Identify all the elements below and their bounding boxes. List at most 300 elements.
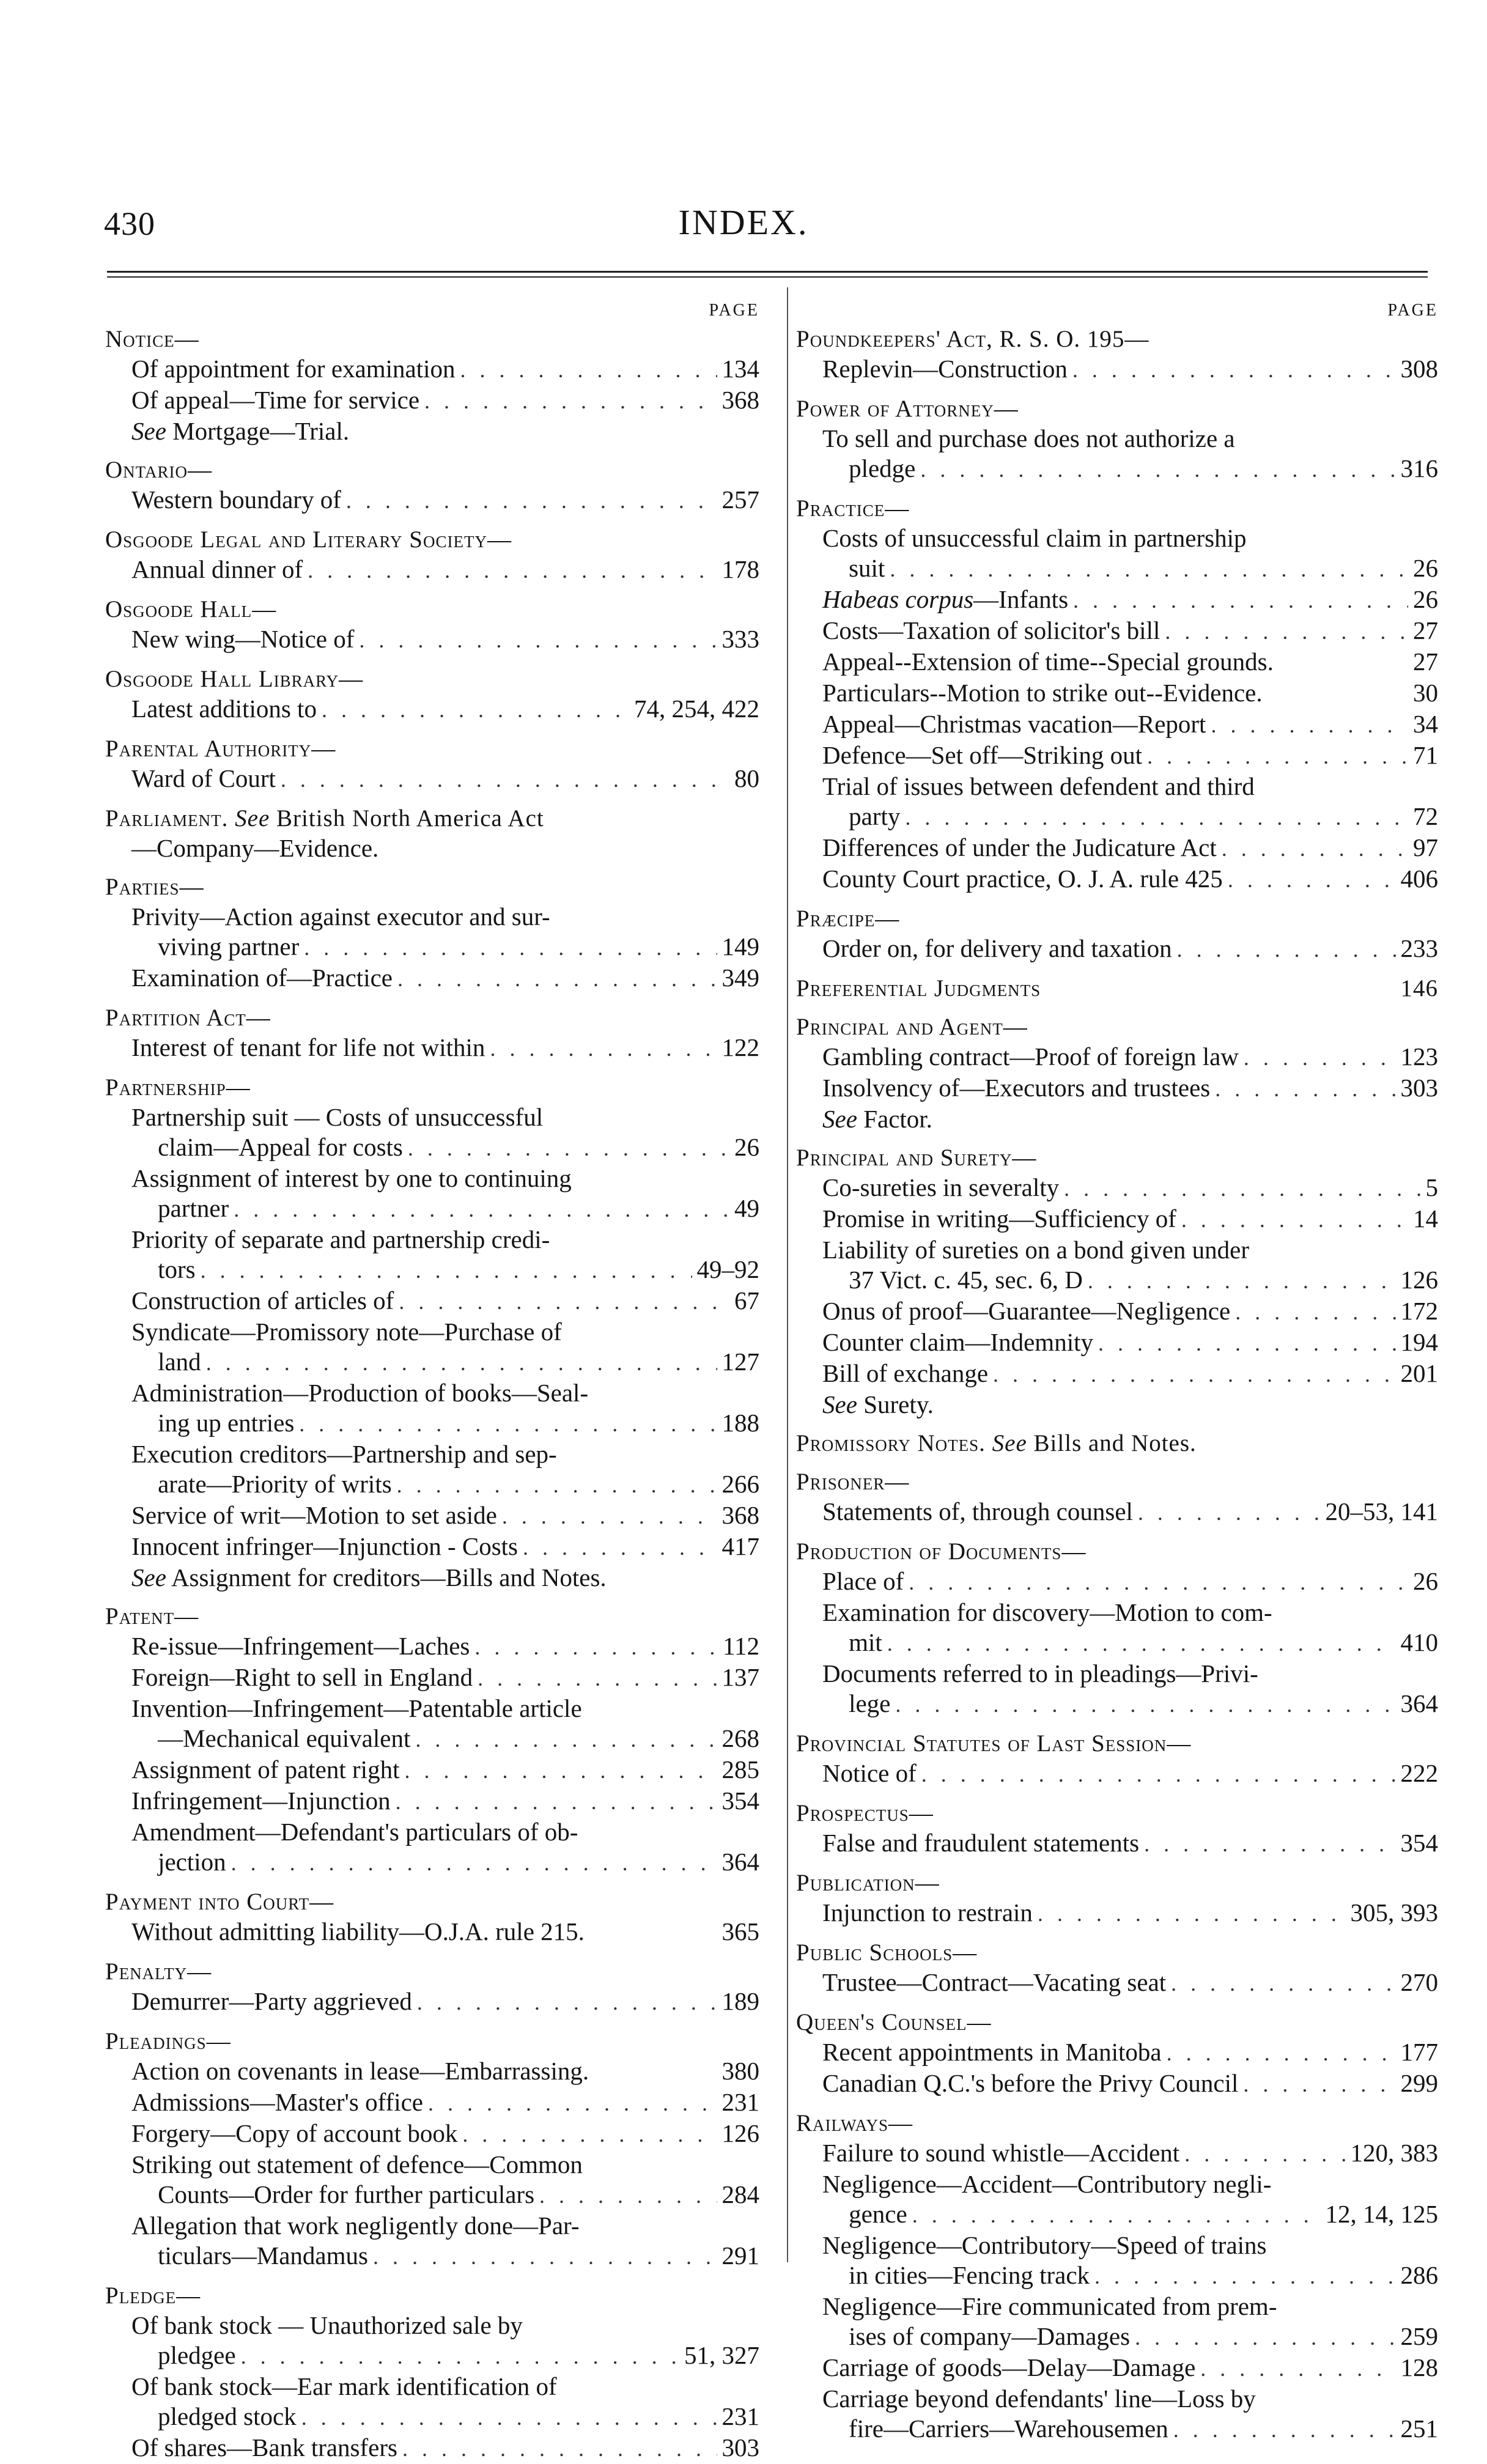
entry-text: Execution creditors—Partnership and sep- [131,1440,557,1468]
index-heading [796,1728,1438,1758]
dot-leader [397,1470,717,1500]
page-ref: 5 [1425,1173,1438,1201]
page-ref: 128 [1400,2353,1438,2381]
index-entry-line [105,932,759,963]
page-ref: 134 [721,355,759,383]
page-ref: 30 [1413,679,1438,707]
index-heading [105,872,759,902]
index-heading [796,2108,1438,2138]
see-reference [796,1390,1438,1420]
index-entry [796,1042,1438,1073]
entry-text: Onus of proof—Guarantee—Negligence [822,1297,1231,1325]
entry-text [822,585,1068,614]
dot-leader [415,1725,717,1755]
index-heading [796,1798,1438,1828]
page-ref: 303 [1400,1074,1438,1102]
dot-leader [920,455,1395,485]
entry-text: County Court practice, O. J. A. rule 425 [822,865,1223,893]
index-entry-line [796,2169,1438,2199]
page-ref: 188 [721,1409,759,1437]
entry-text: Priority of separate and partnership credi- [131,1225,550,1253]
entry-text: Examination of—Practice [131,964,393,992]
index-entry-line [105,1378,759,1408]
entry-text: Assignment of interest by one to continuing [131,1164,572,1192]
dot-leader [1135,2323,1395,2353]
index-entry-line [796,2230,1438,2260]
dot-leader [523,1533,717,1563]
page-ref: 266 [721,1470,759,1498]
index-entry-line [105,1347,759,1378]
entry-text: Of bank stock—Ear mark identification of [131,2372,557,2400]
index-entry [105,1917,759,1948]
entry-text: Demurrer—Party aggrieved [131,1987,412,2015]
index-entry-line [796,523,1438,553]
index-entry [796,647,1438,678]
dot-leader [1094,2262,1395,2292]
index-heading [796,1143,1438,1173]
see-reference [105,1563,759,1593]
index-entry-line [796,1659,1438,1689]
dot-leader [1228,865,1396,895]
index-heading [796,324,1438,354]
page-ref: 380 [721,2057,759,2085]
page-column-label: PAGE [709,301,759,320]
entry-text: Service of writ—Motion to set aside [131,1501,497,1529]
heading-text: Power of Attorney— [796,396,1019,422]
entry-text: mit [849,1628,882,1656]
index-entry-line [105,1694,759,1724]
heading-text: Patent— [105,1603,199,1629]
dot-leader [895,1690,1395,1720]
heading-text: Penalty— [105,1958,212,1985]
index-heading [105,2281,759,2311]
dot-leader [396,1787,717,1817]
entry-text: arate—Priority of writs [158,1470,392,1498]
entry-text: Ward of Court [131,764,276,792]
entry-text: Carriage of goods—Delay—Damage [822,2353,1196,2381]
entry-text: tors [158,1255,196,1283]
index-entry-line [796,2414,1438,2445]
page-ref: 354 [1400,1829,1438,1857]
index-entry-line [105,1408,759,1439]
entry-text: Action on covenants in lease—Embarrassing. [131,2057,589,2085]
see-reference [105,416,759,446]
header-rule-thin [107,276,1428,278]
index-entry-line [796,454,1438,485]
dot-leader [1177,935,1396,965]
entry-text: Infringement—Injunction [131,1787,391,1815]
heading-text: Osgoode Hall Library— [105,666,364,692]
entry-text: pledged stock [158,2402,297,2430]
page-ref: 365 [721,1917,759,1946]
index-entry [796,1828,1438,1859]
entry-text: Particulars--Motion to strike out--Evidence. [822,679,1263,707]
page-ref: 194 [1400,1328,1438,1356]
index-entry [796,1497,1438,1528]
dot-leader [1165,617,1408,647]
entry-text: New wing—Notice of [131,625,355,653]
index-entry [105,2433,759,2464]
page-ref: 286 [1400,2261,1438,2289]
entry-text: Construction of articles of [131,1286,394,1315]
index-heading [796,1467,1438,1497]
page-ref: 137 [721,1663,759,1691]
see-word: See [131,1563,166,1592]
dot-leader [909,1568,1408,1598]
page-ref: 123 [1400,1042,1438,1071]
dot-leader [912,2200,1321,2230]
dot-leader [231,1848,717,1878]
dot-leader [1171,1969,1395,1999]
heading-text: Preferential Judgments [796,975,1041,1001]
heading-text: Osgoode Legal and Literary Society— [105,526,512,553]
index-entry [796,1566,1438,1598]
entry-text: Of bank stock — Unauthorized sale by [131,2311,523,2339]
page-ref: 364 [1400,1689,1438,1717]
entry-text: pledgee [158,2341,236,2369]
index-entry-line [105,2340,759,2372]
entry-text: Assignment of patent right [131,1755,400,1783]
entry-text: False and fraudulent statements [822,1829,1140,1857]
index-entry [796,2353,1438,2384]
dot-leader [905,803,1408,833]
entry-text: Without admitting liability—O.J.A. rule 215. [131,1917,585,1946]
index-entry-line [105,1164,759,1193]
index-heading [796,493,1438,523]
entry-text: Innocent infringer—Injunction - Costs [131,1532,518,1560]
dot-leader [359,625,717,655]
heading-text: Prospectus— [796,1800,934,1826]
dot-leader [1235,1297,1395,1327]
heading-text: Pledge— [105,2282,201,2309]
index-entry [796,1073,1438,1104]
dot-leader [890,555,1408,585]
heading-text: Parliament. [105,805,229,832]
page-ref: 127 [721,1348,759,1376]
index-heading [105,324,759,354]
entry-text: Foreign—Right to sell in England [131,1663,473,1691]
index-entry-line [105,2372,759,2402]
dot-leader [887,1629,1396,1659]
index-entry-line [105,902,759,932]
index-entry-line [796,1265,1438,1296]
page-ref: 122 [721,1033,759,1061]
entry-text: Order on, for delivery and taxation [822,934,1172,962]
entry-text: Negligence—Accident—Contributory negli- [822,2170,1272,2198]
index-entry-line [105,2241,759,2272]
entry-text: Documents referred to in pleadings—Privi- [822,1659,1258,1688]
heading-text: Parties— [105,874,204,900]
index-entry [105,694,759,725]
entry-text: ticulars—Mandamus [158,2241,368,2270]
index-heading [105,1957,759,1986]
index-entry [796,833,1438,864]
page-ref: 80 [734,764,759,792]
index-entry-line [105,1225,759,1255]
page-ref: 26 [734,1133,759,1161]
entry-text: in cities—Fencing track [849,2261,1090,2289]
see-target: Surety. [857,1390,934,1418]
index-entry-line [796,424,1438,454]
page-ref: 126 [721,2119,759,2147]
index-entry [105,764,759,795]
entry-text: Annual dinner of [131,555,303,583]
heading-text: Publication— [796,1870,940,1896]
entry-text: Administration—Production of books—Seal- [131,1379,589,1407]
entry-text: viving partner [158,932,300,961]
entry-text: Place of [822,1567,904,1595]
index-entry [796,1898,1438,1929]
page-ref: 97 [1413,833,1438,861]
heading-text: Provincial Statutes of Last Session— [796,1730,1192,1757]
entry-text: Examination for discovery—Motion to com- [822,1598,1272,1626]
index-entry [796,1296,1438,1327]
index-entry-line [105,1193,759,1225]
dot-leader [1244,1043,1396,1073]
entry-text: Re-issue—Infringement—Laches [131,1632,470,1660]
index-heading [796,1868,1438,1898]
page-ref: 49–92 [696,1255,759,1283]
entry-text: Striking out statement of defence—Common [131,2150,583,2178]
dot-leader [1147,742,1408,772]
page-ref: 316 [1400,454,1438,482]
dot-leader [1064,1174,1420,1204]
dot-leader [490,1034,717,1064]
entry-text: Defence—Set off—Striking out [822,741,1143,769]
page-ref: 251 [1400,2414,1438,2443]
page-ref: 177 [1400,2038,1438,2066]
entry-text: —Mechanical equivalent [158,1724,411,1752]
index-entry-line [105,1817,759,1847]
heading-text: Pleadings— [105,2028,231,2054]
entry-text: Failure to sound whistle—Accident [822,2139,1180,2167]
index-heading [105,2026,759,2056]
dot-leader [417,1988,717,2018]
index-heading [105,803,759,833]
page-ref: 291 [721,2241,759,2270]
page-ref: 149 [721,932,759,961]
entry-text: Negligence—Contributory—Speed of trains [822,2231,1267,2259]
index-entry [105,2056,759,2087]
heading-text: Payment into Court— [105,1889,334,1915]
index-heading [105,1003,759,1033]
index-entry-line [796,553,1438,585]
index-entry [796,2138,1438,2169]
entry-text: Notice of [822,1759,917,1787]
index-entry [796,934,1438,965]
column-divider [787,287,788,2262]
heading-text: Præcipe— [796,906,900,932]
index-entry-line [796,1689,1438,1720]
index-entry [796,2068,1438,2100]
index-entry [105,354,759,385]
index-entry-line [105,1469,759,1500]
index-heading [796,1536,1438,1566]
index-entry [105,2119,759,2150]
index-entry-line [105,2311,759,2340]
page-ref: 349 [721,964,759,992]
entry-text: Counts—Order for further particulars [158,2180,535,2208]
entry-text: Trustee—Contract—Vacating seat [822,1968,1167,1996]
heading-text: Notice— [105,326,199,352]
entry-italic: Habeas corpus [822,585,974,613]
index-heading [105,594,759,624]
entry-text: lege [849,1689,891,1717]
entry-text: jection [158,1848,226,1876]
page-ref: 257 [721,485,759,514]
page-ref: 27 [1413,616,1438,644]
entry-text: ises of company—Damages [849,2322,1131,2350]
dot-leader [304,933,717,963]
entry-text: To sell and purchase does not authorize a [822,424,1235,452]
entry-text-rest: —Infants [973,585,1069,613]
entry-text: Differences of under the Judicature Act [822,833,1217,861]
index-entry [796,740,1438,772]
index-heading [796,1938,1438,1968]
entry-text: Recent appointments in Manitoba [822,2038,1162,2066]
dot-leader [399,1287,729,1317]
page-ref: 354 [721,1787,759,1815]
page-ref: 72 [1413,802,1438,830]
entry-text: Trial of issues between defendent and third [822,772,1255,800]
see-word: See [992,1430,1027,1456]
index-entry-line [796,2322,1438,2353]
page-ref: 284 [721,2180,759,2208]
entry-text: Of appeal—Time for service [131,386,420,414]
page-ref: 74, 254, 422 [634,695,759,723]
dot-leader [1072,355,1396,385]
page-ref: 178 [721,555,759,583]
dot-leader [539,2181,717,2211]
dot-leader [1215,1074,1395,1104]
entry-text: Invention—Infringement—Patentable article [131,1694,582,1722]
entry-text: Bill of exchange [822,1359,989,1387]
page-ref: 20–53, 141 [1325,1497,1438,1525]
index-entry-line [105,2150,759,2180]
see-word: See [131,417,166,445]
see-target: Factor. [857,1105,932,1133]
dot-leader [1222,834,1408,864]
page-ref: 259 [1400,2322,1438,2350]
entry-text: Insolvency of—Executors and trustees [822,1074,1211,1102]
dot-leader [1184,2139,1345,2169]
see-reference [796,1104,1438,1134]
see-target: Mortgage—Trial. [166,417,350,445]
entry-text: Privity—Action against executor and sur- [131,902,550,931]
page-ref: 201 [1400,1359,1438,1387]
page-ref: 26 [1413,554,1438,582]
index-entry [105,1662,759,1694]
index-entry-line [105,2402,759,2433]
index-entry [796,354,1438,385]
heading-text: Practice— [796,495,910,522]
page-ref: 368 [721,1501,759,1529]
index-entry [105,624,759,655]
entry-text: Of appointment for examination [131,355,456,383]
page-ref: 14 [1413,1204,1438,1233]
index-entry [105,963,759,994]
entry-text: Latest additions to [131,695,317,723]
entry-text: gence [849,2200,907,2228]
entry-text: ing up entries [158,1409,295,1437]
dot-leader [474,1632,718,1662]
index-entry-line [105,1847,759,1878]
index-entry [105,1786,759,1817]
heading-text: Prisoner— [796,1469,910,1495]
index-entry [796,2037,1438,2068]
right-column [796,301,1438,2445]
heading-text: Queen's Counsel— [796,2009,992,2035]
see-target: British North America Act [270,805,544,832]
entry-text: Statements of, through counsel [822,1497,1133,1525]
dot-leader [460,355,717,385]
dot-leader [308,556,717,586]
dot-leader [206,1348,717,1378]
index-entry [105,1286,759,1317]
page-ref: 231 [721,2088,759,2116]
dot-leader [397,964,717,994]
index-entry [105,1755,759,1786]
index-heading [796,1428,1438,1458]
index-entry [105,485,759,516]
index-heading [796,1012,1438,1042]
entry-text: Replevin—Construction [822,355,1068,383]
dot-leader [1088,1266,1396,1296]
left-column [105,301,759,2464]
dot-leader [1098,1329,1396,1359]
page-ref: 112 [723,1632,759,1660]
entry-text: suit [849,554,885,582]
index-entry [796,1327,1438,1359]
heading-continuation: —Company—Evidence. [131,834,379,862]
entry-text: Canadian Q.C.'s before the Privy Council [822,2069,1239,2097]
page-number: 430 [104,205,155,242]
index-entry [105,2087,759,2119]
heading-text: Principal and Agent— [796,1014,1028,1040]
heading-text: Partition Act— [105,1005,271,1031]
entry-text: party [849,802,901,830]
index-entry-line [796,2260,1438,2292]
page-ref: 12, 14, 125 [1325,2200,1438,2228]
dot-leader [408,1134,729,1164]
dot-leader [1200,2354,1395,2384]
entry-text: claim—Appeal for costs [158,1133,403,1161]
index-entry-line [796,1235,1438,1265]
see-word: See [235,805,270,832]
index-entry-line [105,1132,759,1164]
heading-text: Public Schools— [796,1939,978,1966]
index-entry-line [796,802,1438,833]
index-entry-line [105,2211,759,2241]
page-ref: 67 [734,1286,759,1315]
index-entry [105,555,759,586]
page-column-label: PAGE [1387,301,1438,320]
index-entry [105,1500,759,1532]
entry-text: Liability of sureties on a bond given under [822,1236,1250,1264]
index-entry [105,1631,759,1662]
page-ref: 71 [1413,741,1438,769]
dot-leader [373,2242,717,2272]
index-entry [796,1204,1438,1235]
dot-leader [234,1195,729,1225]
page-ref: 270 [1400,1968,1438,1996]
entry-text: Syndicate—Promissory note—Purchase of [131,1318,562,1346]
dot-leader [1181,1205,1408,1235]
dot-leader [1243,2070,1395,2100]
see-target: Assignment for creditors—Bills and Notes. [166,1563,607,1592]
see-word: See [822,1105,857,1133]
index-entry [105,1033,759,1064]
